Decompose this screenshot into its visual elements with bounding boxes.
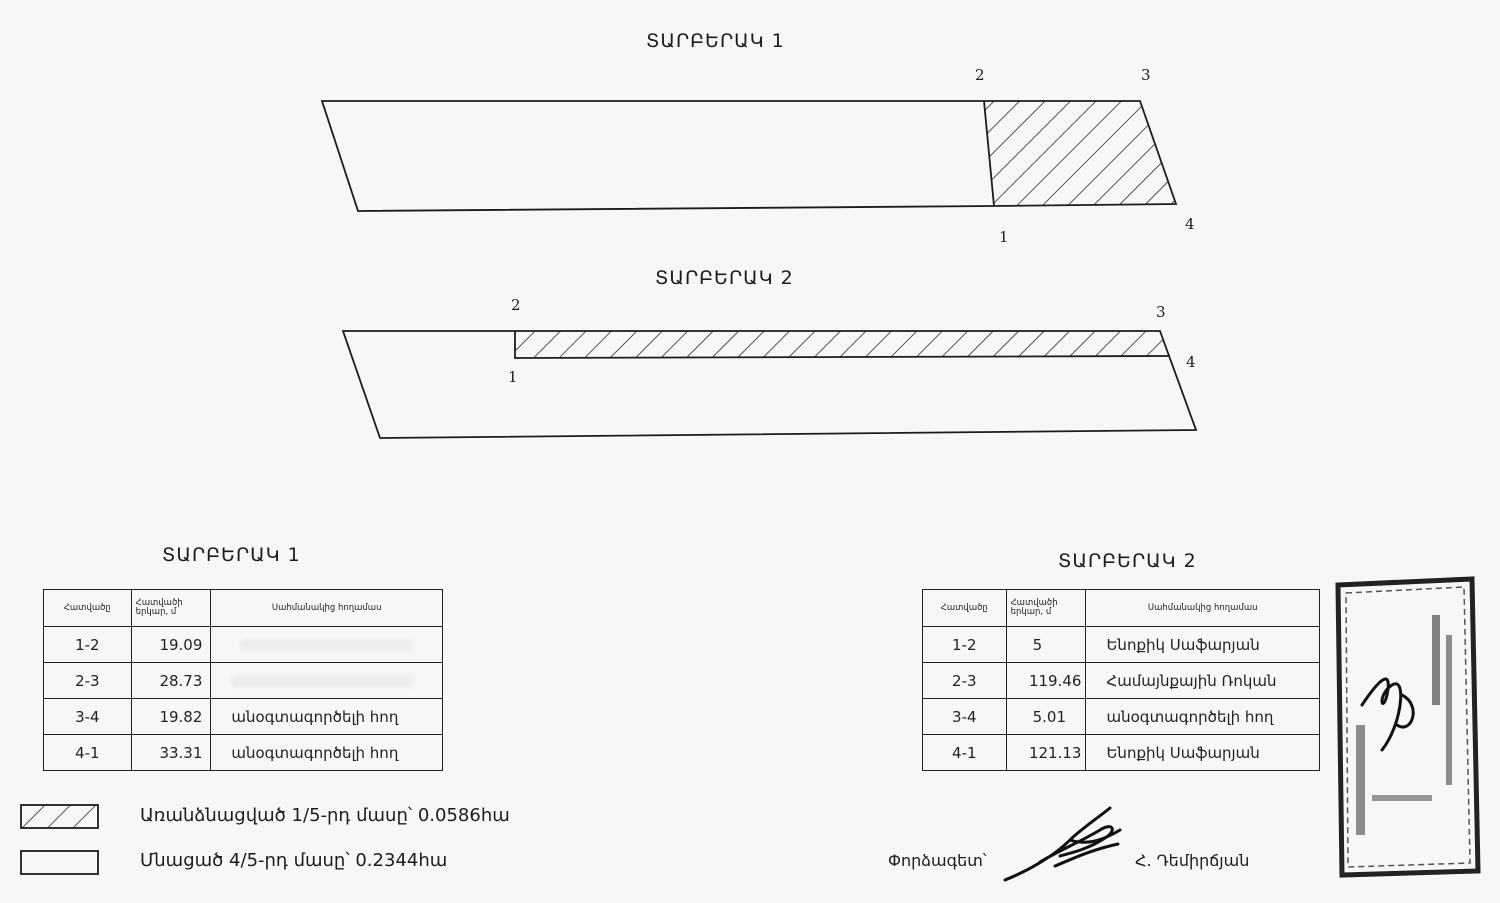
- variant1-title: ՏԱՐԲԵՐԱԿ 1: [646, 30, 785, 52]
- variant2-vertex-1: 1: [508, 368, 518, 386]
- header-segment: Հատվածը: [44, 590, 132, 627]
- segment-cell: 1-2: [923, 627, 1007, 663]
- table-row: [44, 627, 443, 663]
- legend-hatched-swatch: [20, 804, 100, 830]
- redaction-mark: [231, 675, 412, 687]
- length-cell: 19.82: [131, 699, 211, 735]
- length-cell: 119.46: [1006, 663, 1086, 699]
- segment-cell: 4-1: [44, 735, 132, 771]
- table2-title: ՏԱՐԲԵՐԱԿ 2: [1058, 550, 1197, 572]
- boundary-table-2: [922, 589, 1320, 771]
- header-neighbor: Սահմանակից հողամաս: [1086, 590, 1320, 627]
- table-row: [44, 699, 443, 735]
- neighbor-cell: անօգտագործելի հող: [211, 735, 443, 771]
- variant2-vertex-4: 4: [1186, 353, 1196, 371]
- variant2-hatched-part: [515, 331, 1170, 358]
- header-segment: Հատվածը: [923, 590, 1007, 627]
- table-header: [923, 590, 1320, 627]
- length-cell: 33.31: [131, 735, 211, 771]
- length-cell: 121.13: [1006, 735, 1086, 771]
- segment-cell: 3-4: [923, 699, 1007, 735]
- segment-cell: 2-3: [923, 663, 1007, 699]
- legend-hatched-label: Առանձնացված 1/5-րդ մասը՝ 0.0586հա: [140, 805, 510, 826]
- table-row: [44, 735, 443, 771]
- variant1-vertex-2: 2: [975, 66, 985, 84]
- neighbor-cell-redacted: [211, 663, 443, 699]
- variant1-vertex-3: 3: [1141, 66, 1151, 84]
- variant1-hatched-part: [984, 101, 1176, 206]
- length-cell: 5.01: [1006, 699, 1086, 735]
- header-length: Հատվածի երկար, մ: [1006, 590, 1086, 627]
- length-cell: 19.09: [131, 627, 211, 663]
- handwritten-signature: [1000, 800, 1140, 890]
- variant1-vertex-1: 1: [999, 228, 1009, 246]
- table-row: [923, 735, 1320, 771]
- table-row: [923, 699, 1320, 735]
- legend-plain-swatch: [20, 850, 100, 876]
- expert-label: Փորձագետ՝: [888, 851, 987, 870]
- redaction-mark: [241, 639, 412, 651]
- header-neighbor: Սահմանակից հողամաս: [211, 590, 443, 627]
- table-row: [44, 663, 443, 699]
- neighbor-cell: Ենոքիկ Սաֆարյան: [1086, 627, 1320, 663]
- neighbor-cell: Համայնքային Ռոկան: [1086, 663, 1320, 699]
- segment-cell: 4-1: [923, 735, 1007, 771]
- table1-title: ՏԱՐԲԵՐԱԿ 1: [162, 544, 301, 566]
- official-stamp: [1332, 575, 1482, 880]
- neighbor-cell: Ենոքիկ Սաֆարյան: [1086, 735, 1320, 771]
- variant2-vertex-3: 3: [1156, 303, 1166, 321]
- table-row: [923, 627, 1320, 663]
- boundary-table-1: [43, 589, 443, 771]
- segment-cell: 2-3: [44, 663, 132, 699]
- segment-cell: 3-4: [44, 699, 132, 735]
- neighbor-cell: անօգտագործելի հող: [211, 699, 443, 735]
- segment-cell: 1-2: [44, 627, 132, 663]
- neighbor-cell: անօգտագործելի հող: [1086, 699, 1320, 735]
- variant1-vertex-4: 4: [1185, 215, 1195, 233]
- table-header: [44, 590, 443, 627]
- table-row: [923, 663, 1320, 699]
- length-cell: 28.73: [131, 663, 211, 699]
- neighbor-cell-redacted: [211, 627, 443, 663]
- legend-plain-label: Մնացած 4/5-րդ մասը՝ 0.2344հա: [140, 850, 448, 871]
- variant2-title: ՏԱՐԲԵՐԱԿ 2: [655, 267, 794, 289]
- header-length: Հատվածի երկար, մ: [131, 590, 211, 627]
- expert-name: Հ. Դեմիրճյան: [1135, 851, 1250, 870]
- variant2-vertex-2: 2: [511, 296, 521, 314]
- length-cell: 5: [1006, 627, 1086, 663]
